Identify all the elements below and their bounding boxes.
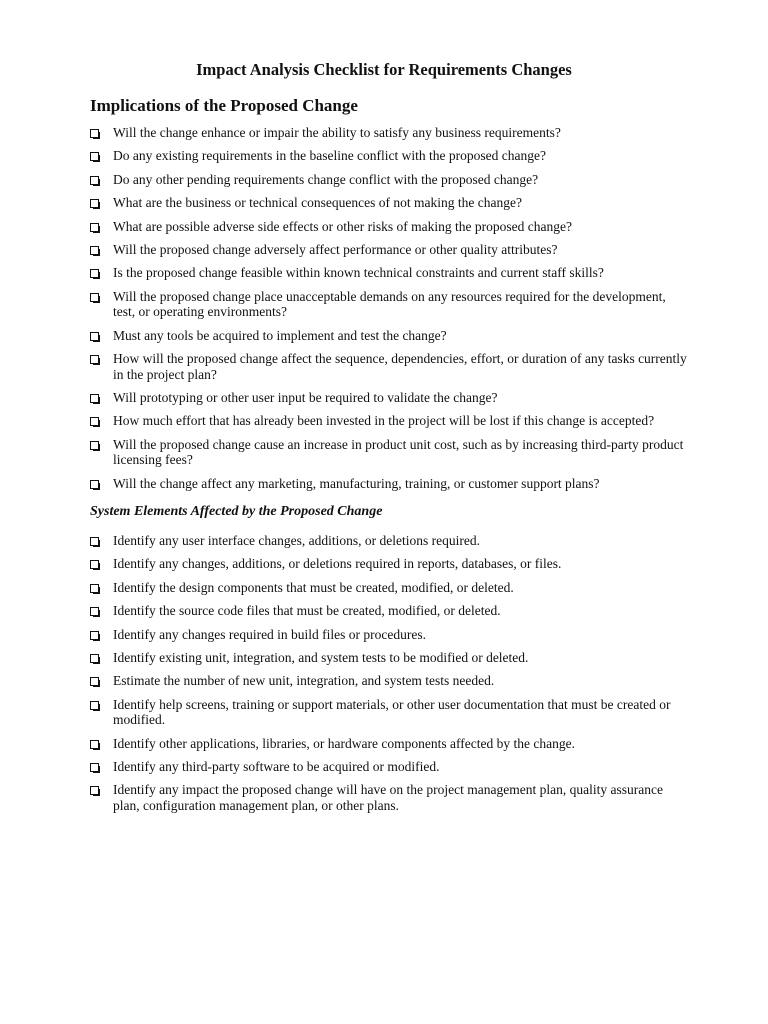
implications-checklist [90, 125, 688, 491]
system-elements-checklist [90, 533, 688, 813]
checklist-item [90, 289, 688, 320]
checklist-item-text: Do any other pending requirements change conflict with the proposed change? [113, 171, 539, 187]
checklist-item [90, 580, 688, 596]
checklist-item [90, 782, 688, 813]
checklist-item-text: Identify any changes, additions, or deletions required in reports, databases, or files. [113, 556, 562, 572]
checklist-item [90, 650, 688, 666]
checkbox-icon [90, 199, 99, 208]
checkbox-icon [90, 701, 99, 710]
checklist-item-text: How much effort that has already been invested in the project will be lost if this change is accepted? [113, 413, 655, 429]
checklist-item [90, 242, 688, 258]
checkbox-icon [90, 560, 99, 569]
document-title: Impact Analysis Checklist for Requirements Changes [196, 60, 572, 79]
checkbox-icon [90, 355, 99, 364]
checklist-item [90, 627, 688, 643]
checklist-item-text: Will the change enhance or impair the ability to satisfy any business requirements? [113, 125, 561, 140]
checklist-item-text: Will prototyping or other user input be required to validate the change? [113, 389, 498, 405]
checklist-item-text: Will the proposed change adversely affect performance or other quality attributes? [113, 241, 558, 257]
checklist-item-text: What are possible adverse side effects or other risks of making the proposed change? [113, 218, 572, 234]
checklist-item [90, 697, 688, 728]
checkbox-icon [90, 269, 99, 278]
checklist-item-text: Do any existing requirements in the baseline conflict with the proposed change? [113, 148, 546, 164]
checklist-item [90, 390, 688, 406]
checkbox-icon [90, 631, 99, 640]
checklist-item-text: Identify any impact the proposed change will have on the project management plan, quality assurance plan, configuration management plan, or other plans. [113, 782, 663, 813]
checkbox-icon [90, 441, 99, 450]
checklist-item [90, 533, 688, 549]
section-heading-implications: Implications of the Proposed Change [90, 96, 358, 115]
checklist-item-text: Identify the source code files that must be created, modified, or deleted. [113, 603, 501, 619]
checklist-item-text: Identify any changes required in build files or procedures. [113, 626, 427, 642]
checklist-item [90, 351, 688, 382]
checklist-item-text: Identify other applications, libraries, or hardware components affected by the change. [113, 735, 575, 751]
checkbox-icon [90, 584, 99, 593]
checkbox-icon [90, 129, 99, 138]
checkbox-icon [90, 677, 99, 686]
checklist-item [90, 437, 688, 468]
checkbox-icon [90, 654, 99, 663]
checklist-item-text: Will the change affect any marketing, manufacturing, training, or customer support plans? [113, 475, 600, 491]
checklist-item [90, 125, 688, 141]
checklist-item [90, 172, 688, 188]
checklist-item-text: What are the business or technical consequences of not making the change? [113, 195, 522, 211]
checkbox-icon [90, 537, 99, 546]
checklist-item [90, 265, 688, 281]
checklist-item [90, 328, 688, 344]
checkbox-icon [90, 176, 99, 185]
checklist-item [90, 195, 688, 211]
checklist-item-text: Will the proposed change place unacceptable demands on any resources required for the development, test, or operating environments? [113, 288, 666, 320]
checklist-item [90, 736, 688, 752]
checkbox-icon [90, 394, 99, 403]
checkbox-icon [90, 293, 99, 302]
checkbox-icon [90, 417, 99, 426]
checkbox-icon [90, 480, 99, 489]
checklist-item [90, 413, 688, 429]
checkbox-icon [90, 332, 99, 341]
checklist-item-text: Identify help screens, training or support materials, or other user documentation that must be created or modified. [113, 696, 671, 728]
checklist-item-text: Must any tools be acquired to implement and test the change? [113, 327, 447, 343]
checkbox-icon [90, 607, 99, 616]
checklist-item [90, 219, 688, 235]
checkbox-icon [90, 152, 99, 161]
checklist-item-text: Identify existing unit, integration, and system tests to be modified or deleted. [113, 650, 529, 666]
checkbox-icon [90, 246, 99, 255]
checklist-item [90, 476, 688, 492]
checklist-item [90, 673, 688, 689]
checkbox-icon [90, 740, 99, 749]
checklist-item [90, 603, 688, 619]
checklist-item-text: Identify the design components that must be created, modified, or deleted. [113, 579, 514, 595]
checklist-item [90, 148, 688, 164]
checklist-item-text: Estimate the number of new unit, integration, and system tests needed. [113, 673, 495, 689]
checklist-item-text: Identify any third-party software to be acquired or modified. [113, 759, 440, 775]
checkbox-icon [90, 223, 99, 232]
checklist-item-text: Identify any user interface changes, additions, or deletions required. [113, 533, 480, 549]
section-heading-system-elements: System Elements Affected by the Proposed Change [90, 504, 383, 520]
checklist-item-text: Will the proposed change cause an increase in product unit cost, such as by increasing third-party product licensing fees? [113, 436, 684, 468]
checklist-item [90, 759, 688, 775]
checklist-item [90, 556, 688, 572]
checklist-item-text: How will the proposed change affect the sequence, dependencies, effort, or duration of any tasks currently in the project plan? [113, 351, 687, 382]
checklist-item-text: Is the proposed change feasible within known technical constraints and current staff skills? [113, 265, 604, 281]
checkbox-icon [90, 763, 99, 772]
checkbox-icon [90, 786, 99, 795]
